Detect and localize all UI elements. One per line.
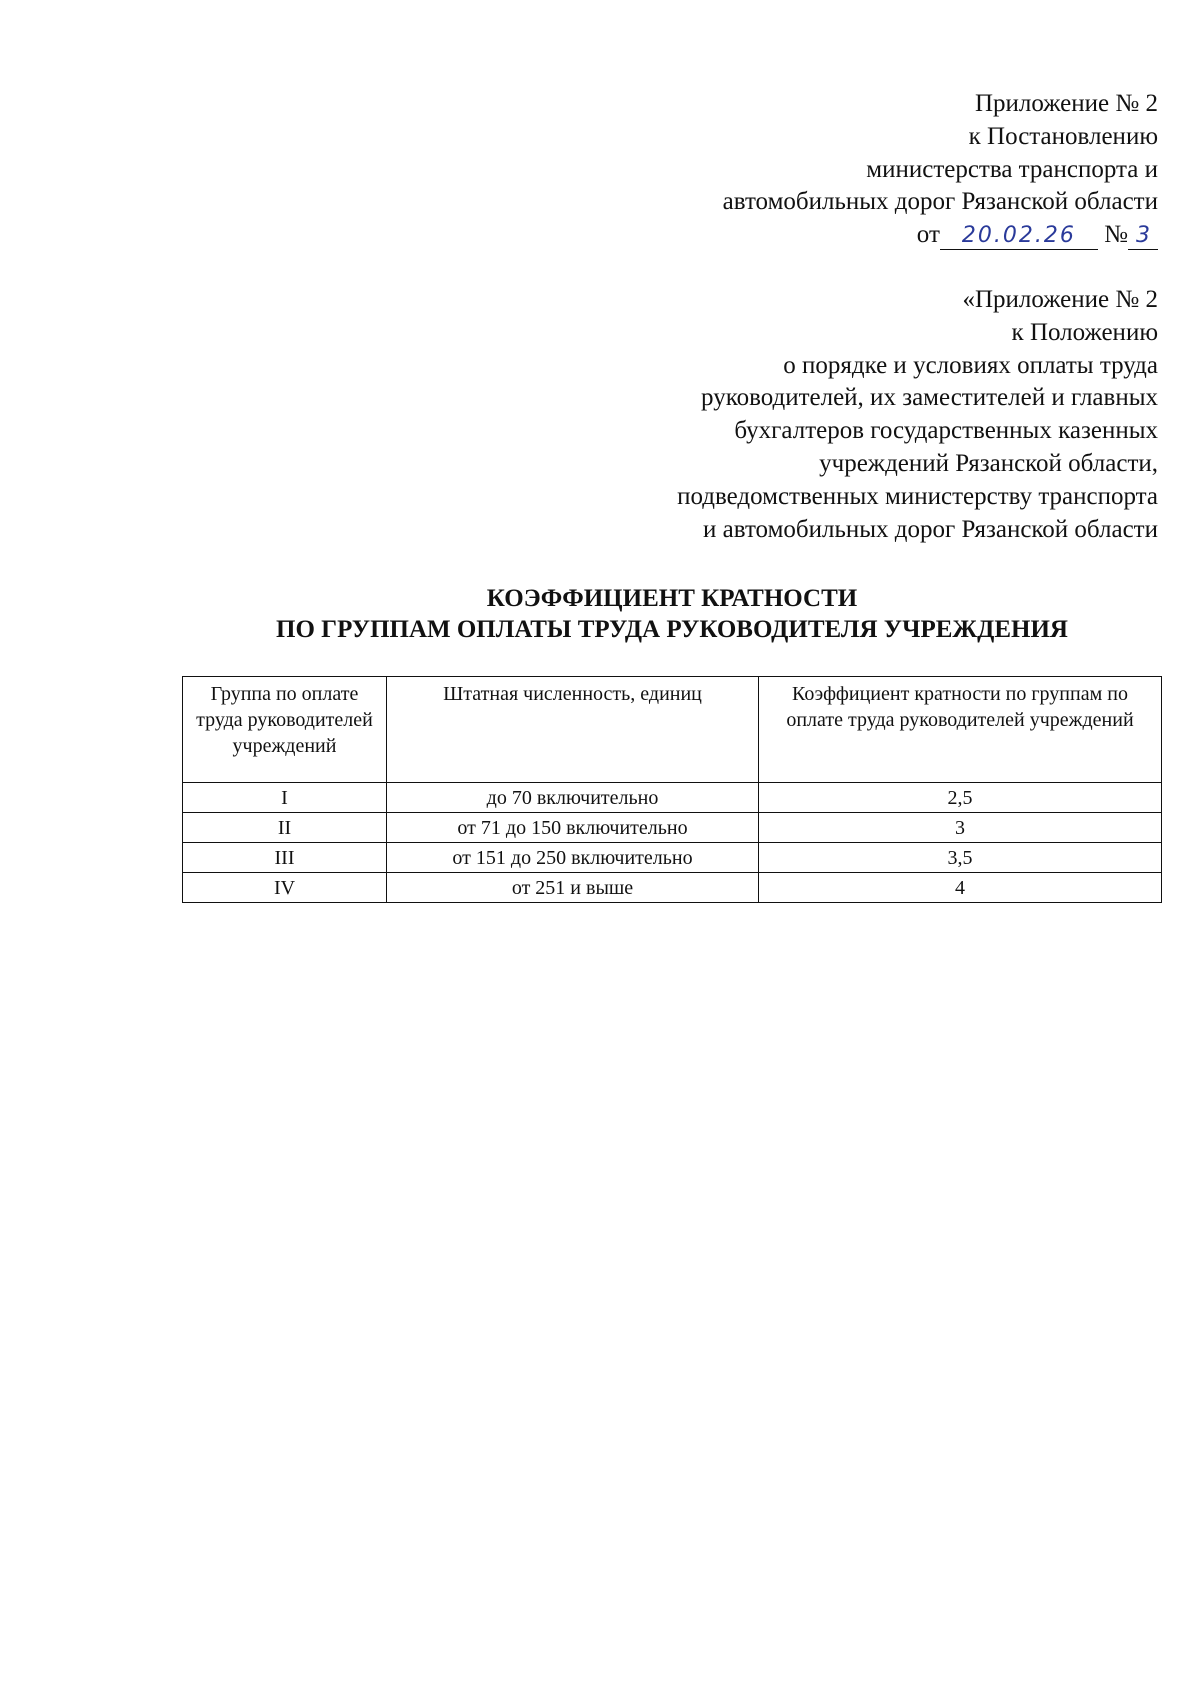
date-prefix: от [916,221,940,249]
group-cell: IV [183,873,387,903]
handwritten-date: 20.02.26 [940,223,1098,250]
table-row [183,873,1162,903]
table-header-row [183,677,1162,783]
reference-line: подведомственных министерству транспорта [677,482,1158,510]
title-line: ПО ГРУППАМ ОПЛАТЫ ТРУДА РУКОВОДИТЕЛЯ УЧРЕЖДЕНИЯ [276,616,1068,643]
headcount-cell: до 70 включительно [387,783,759,813]
reference-line: о порядке и условиях оплаты труда [783,351,1158,379]
title-line: КОЭФФИЦИЕНТ КРАТНОСТИ [486,585,858,612]
group-cell: II [183,813,387,843]
coefficient-cell: 3,5 [759,843,1162,873]
headcount-cell: от 151 до 250 включительно [387,843,759,873]
appendix-header [723,88,1158,252]
group-cell: III [183,843,387,873]
header-line: автомобильных дорог Рязанской области [722,188,1158,216]
document-title [182,583,1162,645]
table-row [183,843,1162,873]
reference-line: «Приложение № 2 [962,286,1158,313]
column-header: Коэффициент кратности по группам по оплате труда руководителей учреждений [759,677,1162,783]
header-line: министерства транспорта и [866,155,1158,183]
column-header: Штатная численность, единиц [387,677,759,783]
header-line: к Постановлению [968,122,1158,150]
table-row [183,813,1162,843]
coefficient-cell: 3 [759,813,1162,843]
headcount-cell: от 251 и выше [387,873,759,903]
reference-line: к Положению [1011,318,1158,346]
column-header: Группа по оплате труда руководителей учреждений [183,677,387,783]
coefficient-table [182,676,1162,903]
table-row [183,783,1162,813]
header-line: Приложение № 2 [974,90,1158,117]
coefficient-cell: 2,5 [759,783,1162,813]
group-cell: I [183,783,387,813]
reference-line: руководителей, их заместителей и главных [701,384,1158,412]
reference-block [677,284,1158,546]
number-prefix: № [1104,221,1128,249]
coefficient-cell: 4 [759,873,1162,903]
reference-line: бухгалтеров государственных казенных [734,417,1158,445]
reference-line: и автомобильных дорог Рязанской области [703,515,1158,543]
reference-line: учреждений Рязанской области, [819,449,1158,477]
date-number-line [723,219,1158,252]
headcount-cell: от 71 до 150 включительно [387,813,759,843]
handwritten-number: 3 [1128,223,1158,250]
